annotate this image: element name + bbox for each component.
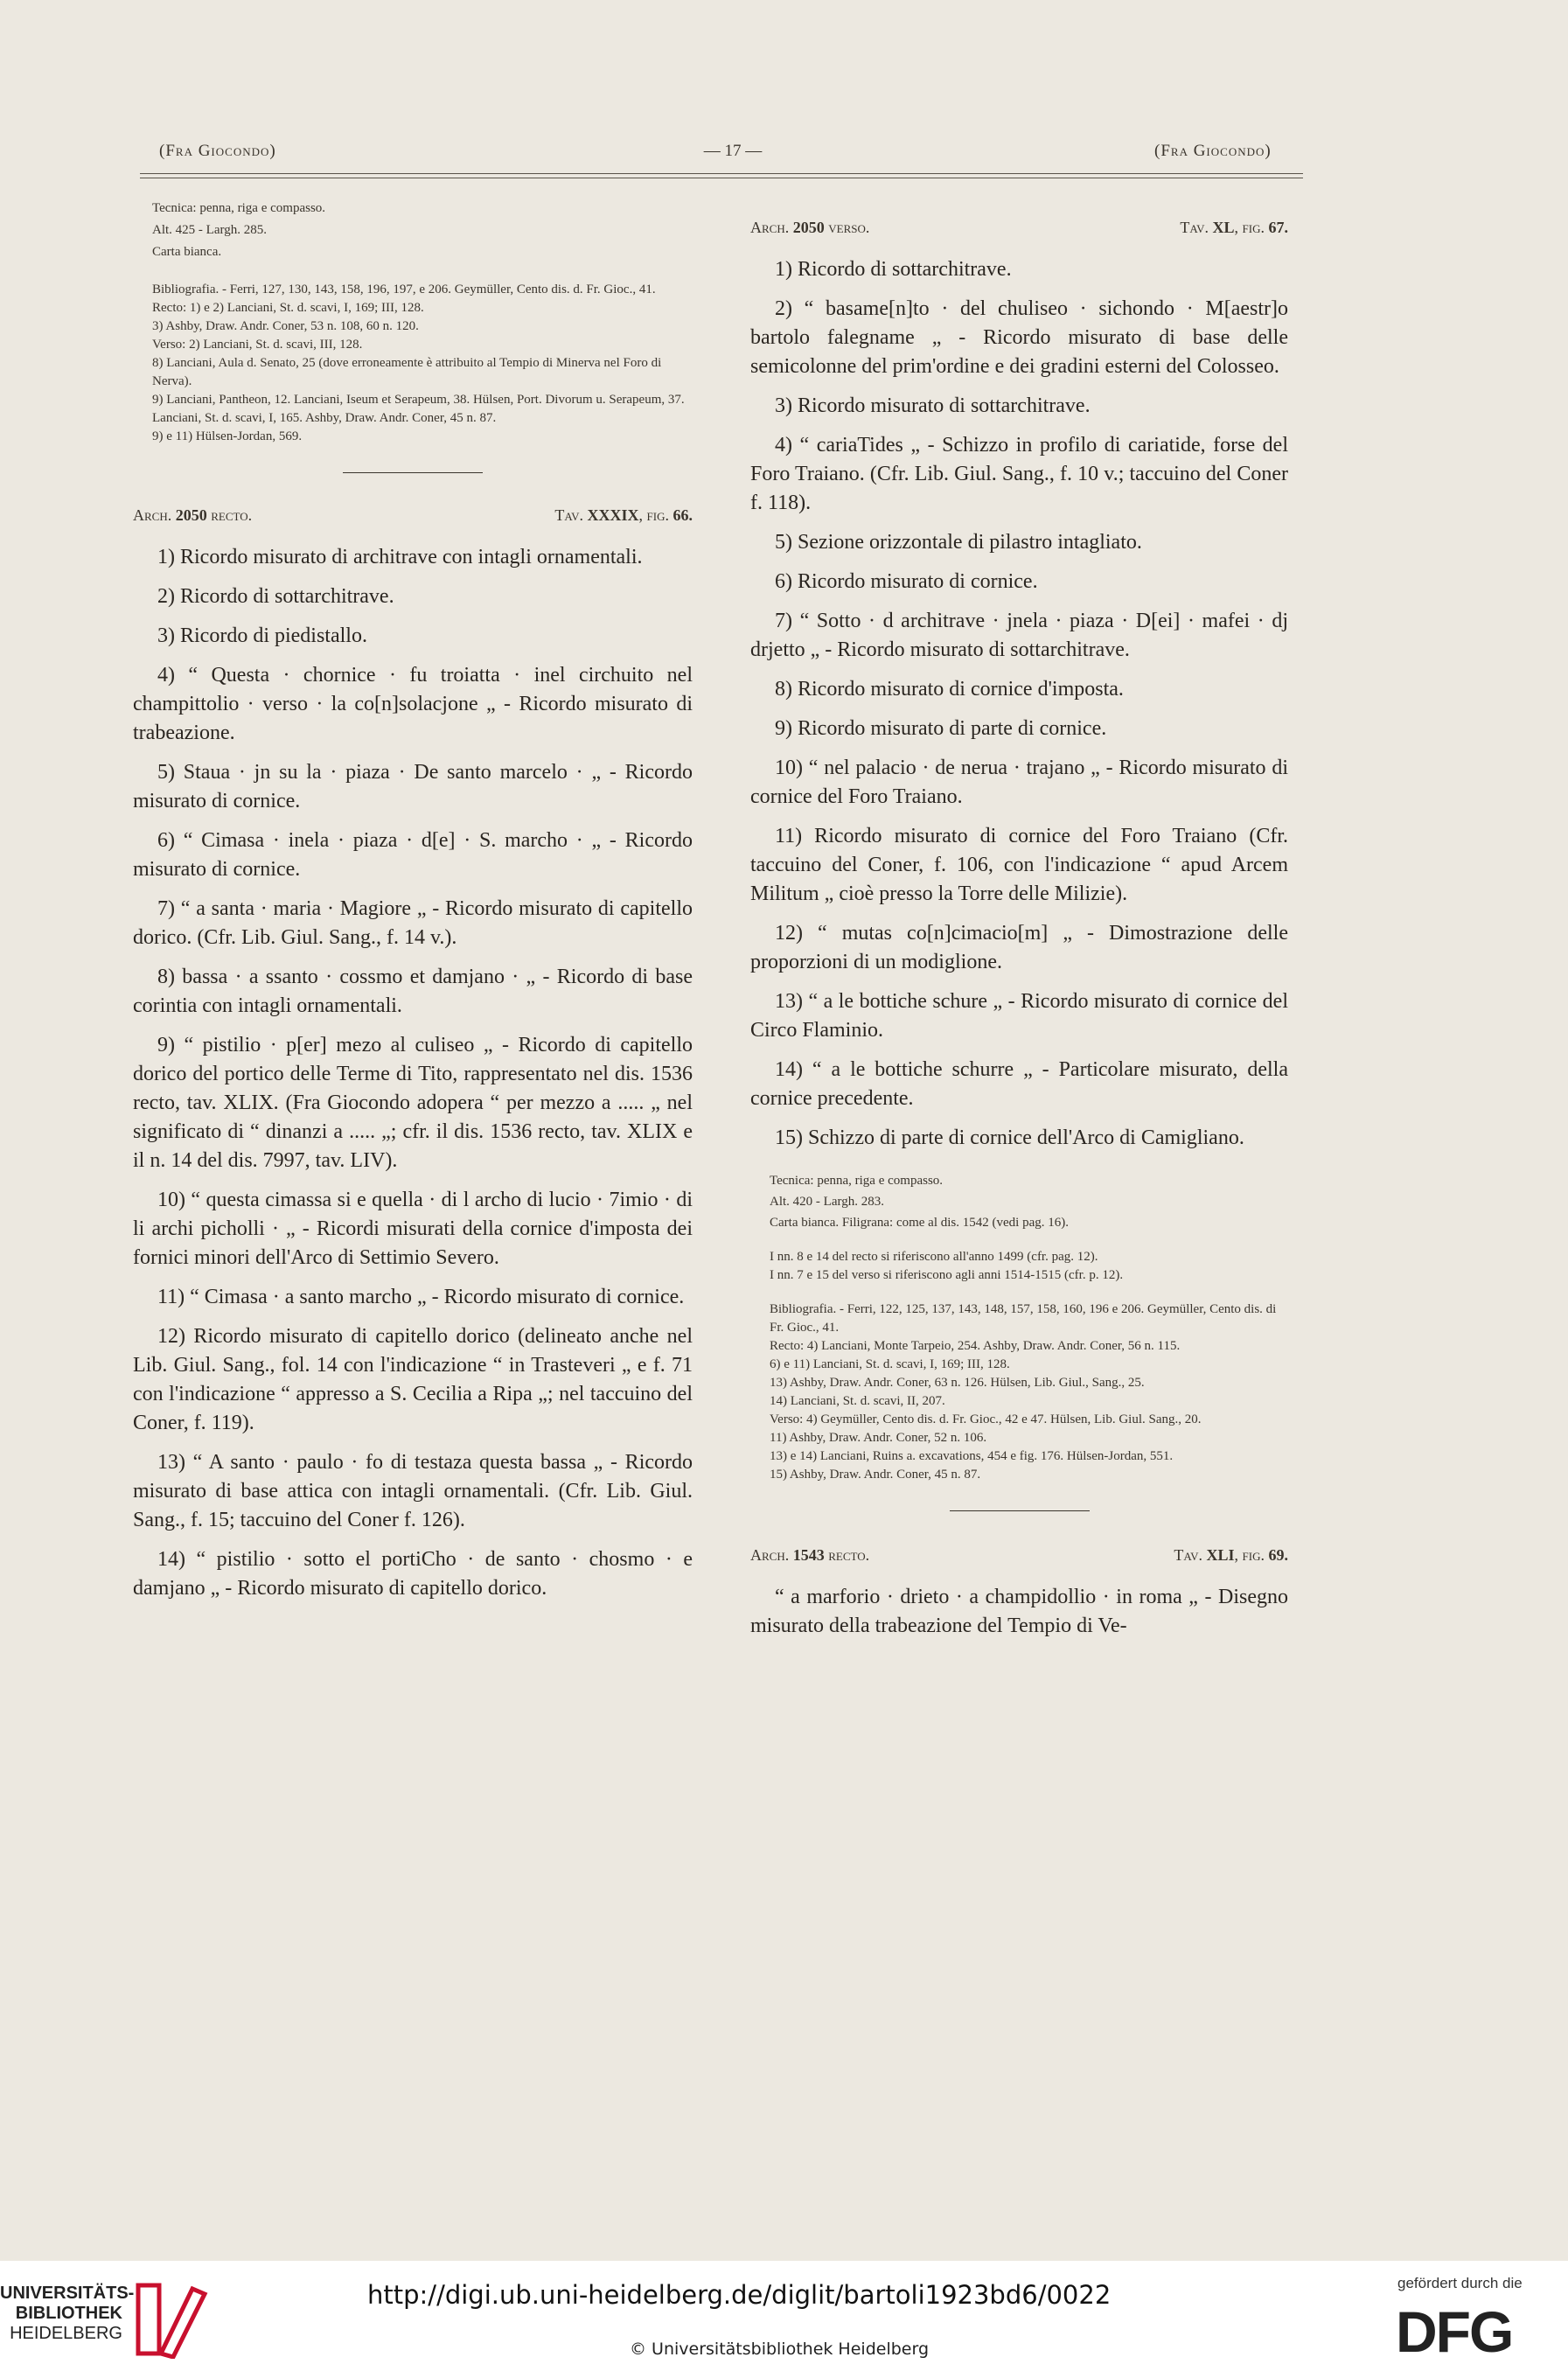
section-separator	[950, 1510, 1090, 1511]
entry-item: 15) Schizzo di parte di cornice dell'Arco di Camigliano.	[775, 1126, 1244, 1149]
note-line: Alt. 420 - Largh. 283.	[770, 1195, 884, 1209]
fig-number: 66.	[672, 506, 693, 524]
entry-item: 12) Ricordo misurato di capitello dorico (delineato anche nel Lib. Giul. Sang., fol. 14 con l'indicazione “ in Trasteveri „ e f. 71 con l'indicazione “ appresso a S. Cecilia a Ripa „; nel taccuino del Coner, f. 119).	[133, 1325, 693, 1434]
biblio-line: 3) Ashby, Draw. Andr. Coner, 53 n. 108, 60 n. 120.	[152, 319, 419, 333]
entry-item: “ a marforio · drieto · a champidollio · in roma „ - Disegno misurato della trabeazione del Tempio di Ve-	[750, 1586, 1288, 1637]
entry-item: 14) “ pistilio · sotto el portiCho · de santo · chosmo · e damjano „ - Ricordo misurato di capitello dorico.	[133, 1548, 693, 1600]
entry-item: 13) “ a le bottiche schure „ - Ricordo misurato di cornice del Circo Flaminio.	[750, 990, 1288, 1042]
arch-number: 1543	[792, 1546, 825, 1564]
tav-number: XL	[1212, 219, 1235, 236]
entry-item: 3) Ricordo di piedistallo.	[157, 624, 367, 647]
entry-item: 6) “ Cimasa · inela · piaza · d[e] · S. marcho · „ - Ricordo misurato di cornice.	[133, 829, 693, 881]
arch-number: 2050	[792, 219, 825, 236]
right-column	[750, 199, 1288, 1641]
entry-item: 9) “ pistilio · p[er] mezo al culiseo „ - Ricordo di capitello dorico del portico delle Terme di Tito, rappresentato nel dis. 1536 recto, tav. XLIX. (Fra Giocondo adopera “ per mezzo a ..... „ nel significato di “ dinanzi a ..... „; cfr. il dis. 1536 recto, tav. XLIX e il n. 14 del dis. 7997, tav. LIV).	[133, 1034, 693, 1172]
entry-item: 5) Sezione orizzontale di pilastro intagliato.	[775, 531, 1142, 554]
section-separator	[343, 472, 483, 473]
fig-label: , fig.	[638, 506, 673, 524]
entry-item: 10) “ nel palacio · de nerua · trajano „ - Ricordo misurato di cornice del Foro Traiano.	[750, 757, 1288, 808]
fig-number: 67.	[1268, 219, 1288, 236]
entry-item: 8) bassa · a ssanto · cossmo et damjano · „ - Ricordo di base corintia con intagli ornamentali.	[133, 966, 693, 1017]
header-left: (Fra Giocondo)	[159, 142, 276, 160]
biblio-line: 13) e 14) Lanciani, Ruins a. excavations, 454 e fig. 176. Hülsen-Jordan, 551.	[770, 1449, 1174, 1463]
biblio-line: Recto: 4) Lanciani, Monte Tarpeio, 254. Ashby, Draw. Andr. Coner, 56 n. 115.	[770, 1339, 1181, 1353]
left-column	[133, 199, 693, 1603]
fig-label: , fig.	[1234, 219, 1269, 236]
entry-item: 8) Ricordo misurato di cornice d'imposta.	[775, 678, 1124, 701]
biblio-line: 8) Lanciani, Aula d. Senato, 25 (dove erroneamente è attribuito al Tempio di Minerva nel Foro di Nerva).	[152, 356, 662, 388]
entry-item: 2) Ricordo di sottarchitrave.	[157, 585, 394, 608]
entry-heading-2050-recto	[133, 506, 693, 531]
entry-item: 3) Ricordo misurato di sottarchitrave.	[775, 394, 1091, 417]
logo-line: UNIVERSITÄTS-	[0, 2284, 135, 2303]
entry-item: 1) Ricordo misurato di architrave con intagli ornamentali.	[157, 546, 643, 568]
note-line: Carta bianca. Filigrana: come al dis. 1542 (vedi pag. 16).	[770, 1216, 1069, 1230]
entry-item: 11) “ Cimasa · a santo marcho „ - Ricordo misurato di cornice.	[157, 1286, 685, 1308]
tav-label: Tav.	[554, 506, 584, 524]
note-line: Alt. 425 - Largh. 285.	[152, 223, 267, 237]
note-line: Tecnica: penna, riga e compasso.	[770, 1174, 944, 1188]
fig-label: , fig.	[1234, 1546, 1269, 1564]
tav-label: Tav.	[1180, 219, 1209, 236]
biblio-line: 15) Ashby, Draw. Andr. Coner, 45 n. 87.	[770, 1468, 981, 1482]
entry-item: 2) “ basame[n]to · del chuliseo · sichondo · M[aestr]o bartolo falegname „ - Ricordo misurato di base delle semicolonne del prim'ordine e dei gradini esterni del Colosseo.	[750, 297, 1288, 378]
arch-side: verso.	[828, 219, 870, 236]
entry-item: 14) “ a le bottiche schurre „ - Particolare misurato, della cornice precedente.	[750, 1058, 1288, 1110]
biblio-line: 14) Lanciani, St. d. scavi, II, 207.	[770, 1394, 945, 1408]
entry-heading-2050-verso	[750, 219, 1288, 243]
dfg-logo: DFG	[1396, 2299, 1513, 2364]
library-logo-text	[0, 2284, 135, 2344]
permalink-url[interactable]: http://digi.ub.uni-heidelberg.de/diglit/bartoli1923bd6/0022	[367, 2280, 1112, 2310]
biblio-line: Bibliografia. - Ferri, 127, 130, 143, 158, 196, 197, e 206. Geymüller, Cento dis. d. Fr. Gioc., 41.	[152, 282, 656, 296]
biblio-line: Verso: 2) Lanciani, St. d. scavi, III, 128.	[152, 338, 363, 352]
copyright-notice: © Universitätsbibliothek Heidelberg	[630, 2340, 930, 2359]
biblio-line: 9) e 11) Hülsen-Jordan, 569.	[152, 429, 303, 443]
tav-number: XXXIX	[587, 506, 639, 524]
tav-number: XLI	[1206, 1546, 1235, 1564]
entry-heading-1543-recto	[750, 1546, 1288, 1571]
page-number: — 17 —	[703, 142, 763, 160]
arch-number: 2050	[175, 506, 207, 524]
arch-label: Arch.	[750, 1546, 790, 1564]
arch-side: recto.	[211, 506, 253, 524]
fig-number: 69.	[1268, 1546, 1288, 1564]
biblio-line: Recto: 1) e 2) Lanciani, St. d. scavi, I, 169; III, 128.	[152, 301, 424, 315]
biblio-line: Verso: 4) Geymüller, Cento dis. d. Fr. Gioc., 42 e 47. Hülsen, Lib. Giul. Sang., 20.	[770, 1412, 1202, 1426]
logo-line: HEIDELBERG	[10, 2324, 122, 2343]
entry-item: 12) “ mutas co[n]cimacio[m] „ - Dimostrazione delle proporzioni di un modiglione.	[750, 922, 1288, 973]
entry-item: 7) “ Sotto · d architrave · jnela · piaza · D[ei] · mafei · dj drjetto „ - Ricordo misurato di sottarchitrave.	[750, 610, 1288, 661]
arch-label: Arch.	[750, 219, 790, 236]
viewer-footer	[0, 2261, 1568, 2378]
biblio-line: 11) Ashby, Draw. Andr. Coner, 52 n. 106.	[770, 1431, 987, 1445]
biblio-line: 6) e 11) Lanciani, St. d. scavi, I, 169; III, 128.	[770, 1357, 1010, 1371]
entry-item: 6) Ricordo misurato di cornice.	[775, 570, 1038, 593]
tav-label: Tav.	[1174, 1546, 1203, 1564]
entry-item: 13) “ A santo · paulo · fo di testaza questa bassa „ - Ricordo misurato di base attica con intagli ornamentali. (Cfr. Lib. Giul. Sang., f. 15; taccuino del Coner f. 126).	[133, 1451, 693, 1531]
entry-item: 7) “ a santa · maria · Magiore „ - Ricordo misurato di capitello dorico. (Cfr. Lib. Giul. Sang., f. 14 v.).	[133, 897, 693, 949]
header-right: (Fra Giocondo)	[1154, 142, 1272, 160]
entry-item: 9) Ricordo misurato di parte di cornice.	[775, 717, 1107, 740]
entry-item: 4) “ cariaTides „ - Schizzo in profilo di cariatide, forse del Foro Traiano. (Cfr. Lib. Giul. Sang., f. 10 v.; taccuino del Coner f. 118).	[750, 434, 1288, 514]
note-line: Carta bianca.	[152, 245, 222, 259]
logo-line: BIBLIOTHEK	[15, 2304, 122, 2323]
entry-item: 1) Ricordo di sottarchitrave.	[775, 258, 1012, 281]
entry-item: 5) Staua · jn su la · piaza · De santo marcelo · „ - Ricordo misurato di cornice.	[133, 761, 693, 812]
header-rule	[140, 173, 1303, 178]
funding-note: gefördert durch die	[1397, 2275, 1523, 2291]
biblio-line: 9) Lanciani, Pantheon, 12. Lanciani, Iseum et Serapeum, 38. Hülsen, Port. Divorum u. Serapeum, 37. Lanciani, St. d. scavi, I, 165. Ashby, Draw. Andr. Coner, 45 n. 87.	[152, 393, 685, 425]
library-logo-icon	[131, 2280, 210, 2359]
dating-line: I nn. 8 e 14 del recto si riferiscono all'anno 1499 (cfr. pag. 12).	[770, 1250, 1098, 1264]
dating-line: I nn. 7 e 15 del verso si riferiscono agli anni 1514-1515 (cfr. p. 12).	[770, 1268, 1124, 1282]
biblio-line: Bibliografia. - Ferri, 122, 125, 137, 143, 148, 157, 158, 160, 196 e 206. Geymüller, Cento dis. di Fr. Gioc., 41.	[770, 1302, 1277, 1335]
note-line: Tecnica: penna, riga e compasso.	[152, 201, 326, 215]
arch-label: Arch.	[133, 506, 172, 524]
biblio-line: 13) Ashby, Draw. Andr. Coner, 63 n. 126. Hülsen, Lib. Giul., Sang., 25.	[770, 1376, 1145, 1390]
entry-item: 11) Ricordo misurato di cornice del Foro Traiano (Cfr. taccuino del Coner, f. 106, con l'indicazione “ apud Arcem Militum „ cioè presso la Torre delle Milizie).	[750, 825, 1288, 905]
entry-item: 4) “ Questa · chornice · fu troiatta · inel circhuito nel champittolio · verso · la co[n]solacjone „ - Ricordo misurato di trabeazione.	[133, 664, 693, 744]
entry-item: 10) “ questa cimassa si e quella · di l archo di lucio · 7imio · di li archi picholli · „ - Ricordi misurati della cornice d'imposta dei fornici minori dell'Arco di Settimio Severo.	[133, 1189, 693, 1269]
arch-side: recto.	[828, 1546, 870, 1564]
